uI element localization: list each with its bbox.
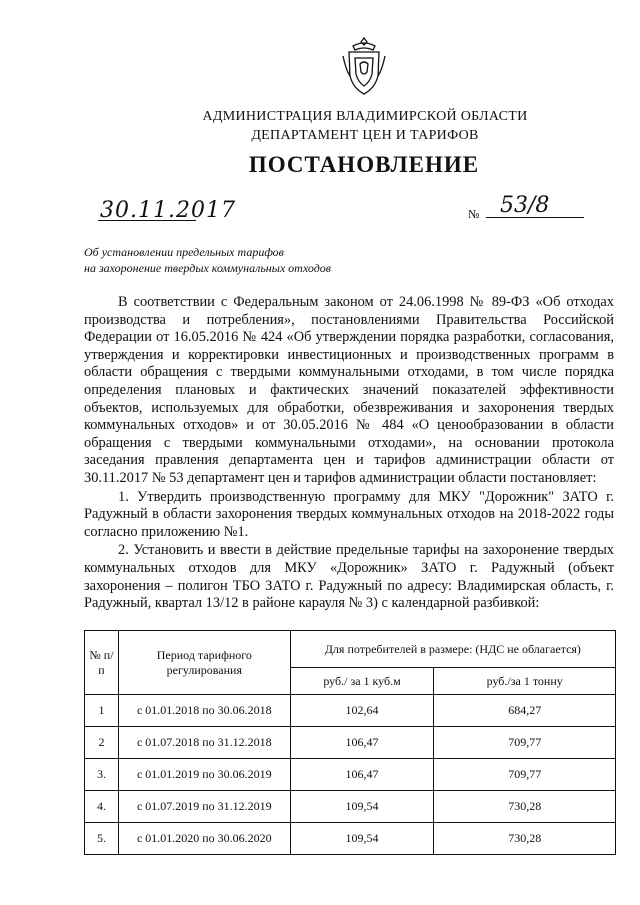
document-subject xyxy=(84,244,331,276)
table-row xyxy=(85,759,616,791)
row-period: с 01.01.2019 по 30.06.2019 xyxy=(118,759,290,791)
row-period: с 01.07.2018 по 31.12.2018 xyxy=(118,727,290,759)
department-name: ДЕПАРТАМЕНТ ЦЕН И ТАРИФОВ xyxy=(251,128,479,143)
body-paragraph: 2. Установить и ввести в действие предельные тарифы на захоронение твердых коммунальных отходов для МКУ «Дорожник» ЗАТО г. Радужный (объект захоронения – полигон ТБО ЗАТО г. Радужный по адресу: Владимирская область, г. Радужный, квартал 13/12 в районе карауля № 3) с календарной разбивкой: xyxy=(84,542,614,612)
document-title: ПОСТАНОВЛЕНИЕ xyxy=(248,152,480,177)
table-row xyxy=(85,823,616,855)
row-ton: 709,77 xyxy=(434,759,616,791)
document-date: 30.11.2017 xyxy=(100,198,236,223)
row-num: 2 xyxy=(85,727,119,759)
org-name: АДМИНИСТРАЦИЯ ВЛАДИМИРСКОЙ ОБЛАСТИ xyxy=(202,109,528,124)
row-period: с 01.01.2018 по 30.06.2018 xyxy=(118,695,290,727)
document-body xyxy=(84,294,614,614)
tariff-table xyxy=(84,630,616,855)
table-row xyxy=(85,695,616,727)
header-period: Период тарифного регулирования xyxy=(118,631,290,695)
row-num: 3. xyxy=(85,759,119,791)
row-m3: 106,47 xyxy=(290,759,434,791)
body-paragraph: В соответствии с Федеральным законом от 24.06.1998 № 89-ФЗ «Об отходах производства и потребления», постановлениями Правительства Российской Федерации от 16.05.2016 № 424 «Об утверждении порядка разработки, согласования, утверждения и корректировки инвестиционных и производственных программ в области обращения с твердыми коммунальными отходами, в том числе порядка определения плановых и фактических значений показателей эффективности объектов, используемых для обработки, обезвреживания и захоронения твердых коммунальных отходов» и от 30.05.2016 № 484 «О ценообразовании в области обращения с твердыми коммунальными отходами», на основании протокола заседания правления департамента цен и тарифов администрации области от 30.11.2017 № 53 департамент цен и тарифов администрации области постановляет: xyxy=(84,294,614,486)
subject-line: на захоронение твердых коммунальных отходов xyxy=(84,261,331,275)
row-m3: 109,54 xyxy=(290,823,434,855)
document-number: 53/8 xyxy=(500,193,550,218)
row-num: 4. xyxy=(85,791,119,823)
number-sign: № xyxy=(468,207,480,221)
row-num: 1 xyxy=(85,695,119,727)
subject-line: Об установлении предельных тарифов xyxy=(84,245,284,259)
table-row xyxy=(85,791,616,823)
number-underline xyxy=(486,217,584,218)
table-header-row xyxy=(85,631,616,668)
row-ton: 730,28 xyxy=(434,791,616,823)
row-period: с 01.07.2019 по 31.12.2019 xyxy=(118,791,290,823)
coat-of-arms-icon xyxy=(341,36,387,98)
row-period: с 01.01.2020 по 30.06.2020 xyxy=(118,823,290,855)
header-num: № п/п xyxy=(85,631,119,695)
row-m3: 109,54 xyxy=(290,791,434,823)
body-paragraph: 1. Утвердить производственную программу для МКУ "Дорожник" ЗАТО г. Радужный в области захоронения твердых коммунальных отходов на 2018-2022 годы согласно приложению №1. xyxy=(84,488,614,540)
row-ton: 709,77 xyxy=(434,727,616,759)
header-consumers: Для потребителей в размере: (НДС не облагается) xyxy=(290,631,615,668)
row-ton: 730,28 xyxy=(434,823,616,855)
date-underline xyxy=(98,220,196,221)
row-m3: 106,47 xyxy=(290,727,434,759)
header-per-ton: руб./за 1 тонну xyxy=(434,668,616,695)
header-per-m3: руб./ за 1 куб.м xyxy=(290,668,434,695)
row-ton: 684,27 xyxy=(434,695,616,727)
row-m3: 102,64 xyxy=(290,695,434,727)
row-num: 5. xyxy=(85,823,119,855)
table-row xyxy=(85,727,616,759)
